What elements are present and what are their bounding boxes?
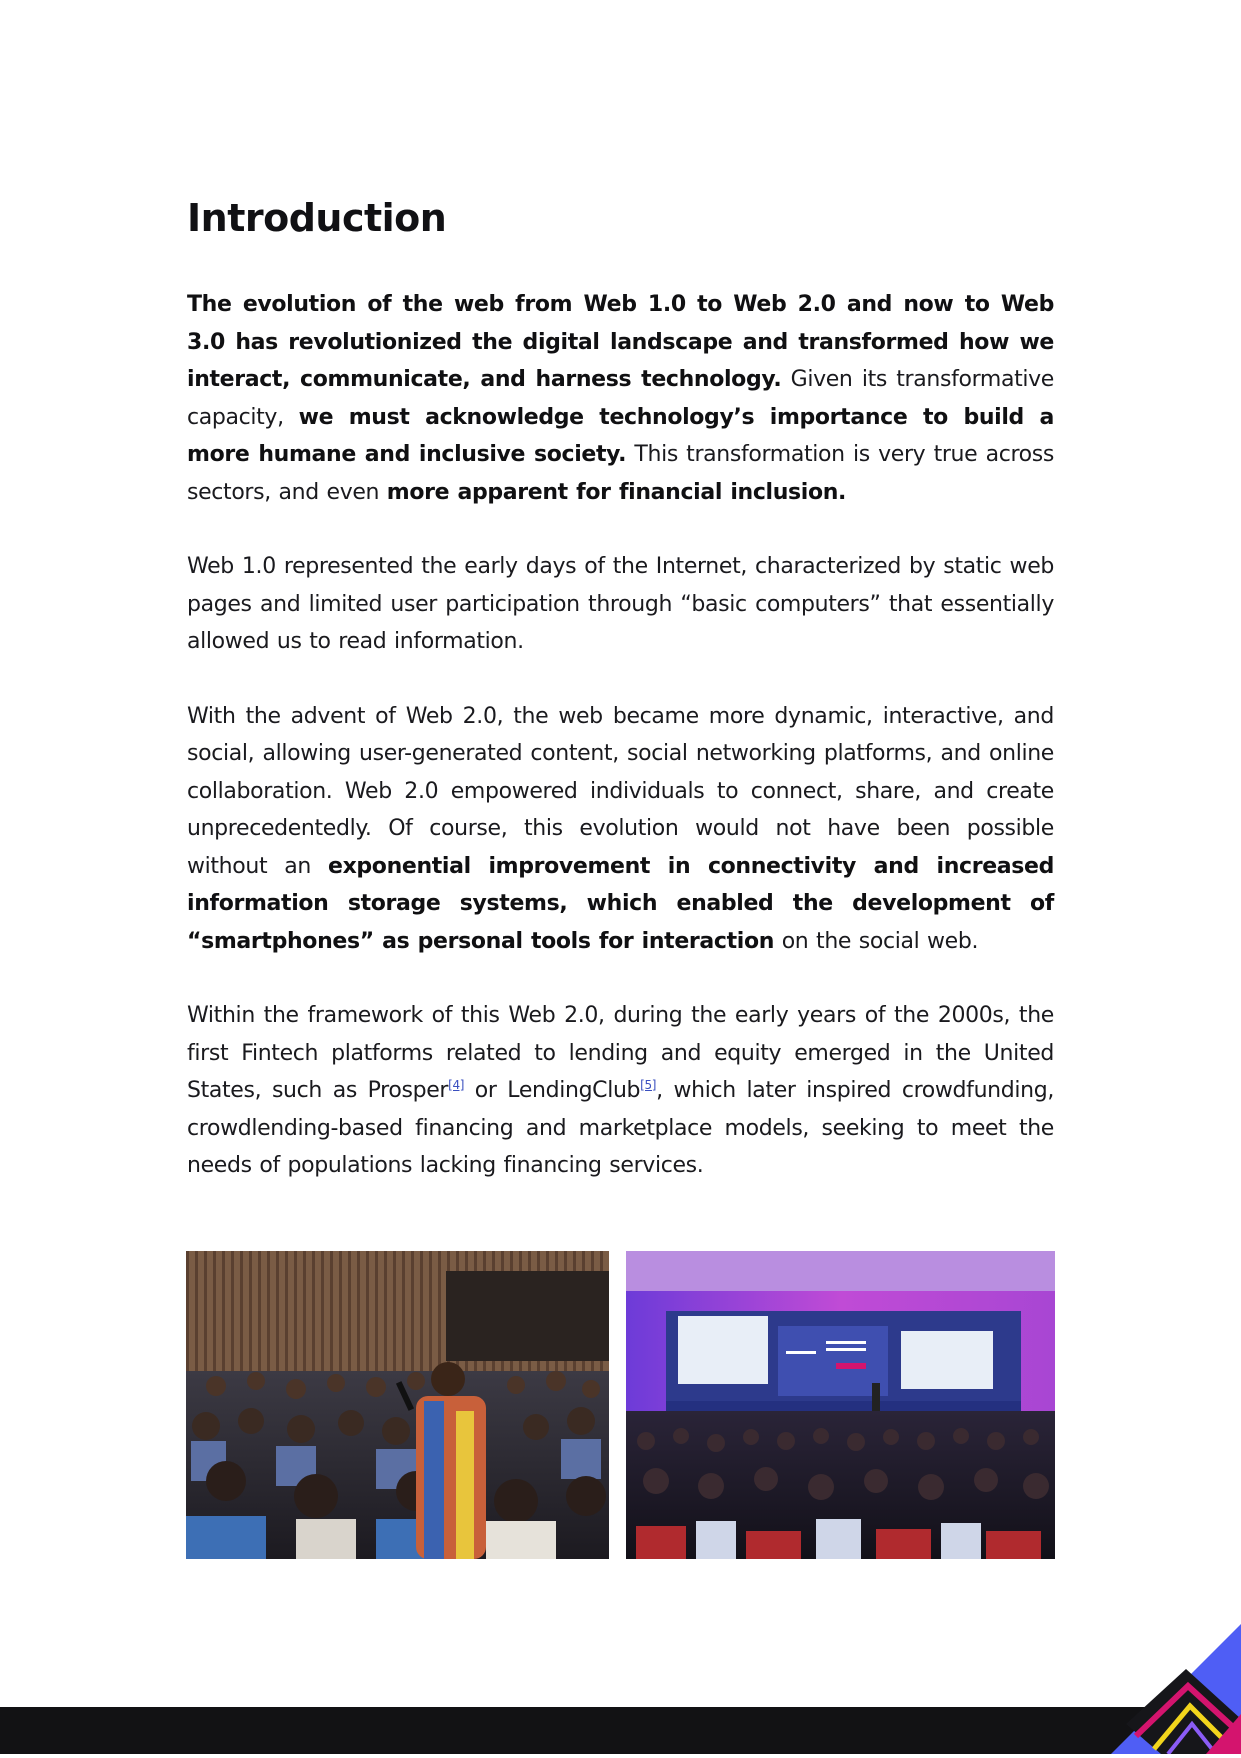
footnote-ref-4[interactable]: [4] xyxy=(448,1078,465,1092)
fintech-text-1: Within the framework of this Web 2.0, during the early years of the 2000s, the first Fintech platforms related to lending and equity emerged in the United States, such as Prosper xyxy=(187,1003,1054,1103)
footnote-ref-5[interactable]: [5] xyxy=(640,1078,657,1092)
fintech-text-2: or LendingClub xyxy=(464,1078,641,1103)
conference-stage-photo xyxy=(626,1251,1055,1559)
corner-logo-graphic xyxy=(1106,1624,1241,1754)
intro-text-2: This transformation is very true across sectors, and even xyxy=(187,442,1054,505)
footer-bar xyxy=(0,1707,1241,1754)
intro-bold-1: The evolution of the web from Web 1.0 to Web 2.0 and now to Web 3.0 has revolutionized the digital landscape and transformed how we interact, communicate, and harness technology. xyxy=(187,292,1054,392)
fintech-text-3: , which later inspired crowdfunding, crowdlending-based financing and marketplace models, seeking to meet the needs of populations lacking financing services. xyxy=(187,1078,1054,1178)
page-title: Introduction xyxy=(187,196,447,240)
web2-text-2: on the social web. xyxy=(774,928,979,954)
paragraph-fintech xyxy=(187,997,1054,1185)
photo-row xyxy=(186,1251,1055,1559)
paragraph-web2 xyxy=(187,698,1054,961)
intro-text-1: Given its transformative capacity, xyxy=(187,367,1054,430)
paragraph-intro xyxy=(187,286,1054,511)
main-content xyxy=(187,190,1054,1222)
web2-bold-1: exponential improvement in connectivity and increased information storage systems, which enabled the development of “smartphones” as personal tools for interaction xyxy=(187,853,1055,954)
intro-bold-3: more apparent for financial inclusion. xyxy=(386,479,847,505)
web2-text-1: With the advent of Web 2.0, the web became more dynamic, interactive, and social, allowing user-generated content, social networking platforms, and online collaboration. Web 2.0 empowered individuals to connect, share, and create unprecedentedly. Of course, this evolution would not have been possible without an xyxy=(187,703,1054,879)
web1-text: Web 1.0 represented the early days of the Internet, characterized by static web pages and limited user participation through “basic computers” that essentially allowed us to read information. xyxy=(187,554,1054,654)
paragraph-web1 xyxy=(187,548,1054,661)
audience-speaker-photo xyxy=(186,1251,609,1559)
intro-bold-2: we must acknowledge technology’s importance to build a more humane and inclusive society. xyxy=(187,404,1054,467)
